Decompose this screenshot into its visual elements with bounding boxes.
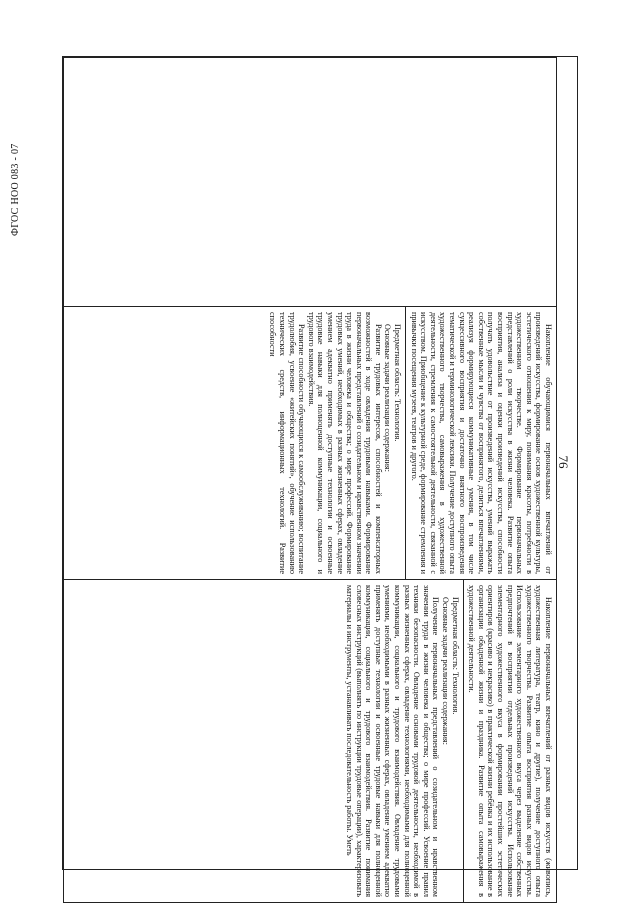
- page-number: 76: [556, 455, 571, 469]
- table-cell-variant-b: [64, 580, 557, 903]
- paragraph-tech-a-1: Развитие трудовых интересов, способностей и компенсаторных возможностей в ходе овладения трудовыми навыками. Формирование первоначальных представлений о созидательном и нравственном значении труда в жизни человека и общества; о мире профессий. Формирование трудовых умений, необходимых в разных жизненных сферах, овладение умением адекватно применять доступные технологии и освоенные трудовые навыки для полноценной коммуникации, социального и трудового взаимодействия.: [306, 312, 383, 574]
- paragraph-tech-b-1: Получение первоначальных представлений о созидательном и нравственном значении труда в жизни человека и общества; о мире профессий. Усвоение правил техники безопасности. Овладение основами трудовой деятельности, необходимой в разных жизненных сферах, овладение технологиями, необходимыми для полноценной коммуникации, социального и трудового взаимодействия. Овладение трудовыми умениями, необходимыми в разных жизненных сферах, овладение умением адекватно применять доступные технологии и освоенные трудовые навыки для полноценной коммуникации, социального и трудового взаимодействия. Развитие понимания словесных инструкций (выполнять по инструкции трудовые операции), характеризовать материалы и инструменты, устанавливать последовательность работы. Уметь: [345, 585, 441, 897]
- standards-table: [63, 57, 557, 903]
- cell-divider: [463, 580, 464, 902]
- subject-heading-a: Предметная область: Технология.: [393, 324, 403, 442]
- tasks-subheading-b: Основные задачи реализации содержания:: [441, 597, 451, 745]
- paragraph-tech-a-2: Развитие способности обучающихся к самообслуживанию; воспитание трудолюбия, усвоение «житейских понятий», обучение использованию технических средств, информационных технологий. Развитие способности: [268, 312, 307, 574]
- rotated-content: [63, 57, 577, 897]
- tasks-subheading-a: Основные задачи реализации содержания:: [383, 324, 393, 472]
- table-cell-empty: [64, 58, 557, 307]
- table-cell-variant-a: [64, 307, 557, 580]
- document-code: ФГОС НОО 083 - 07: [10, 143, 21, 237]
- subject-heading-b: Предметная область: Технология.: [450, 597, 460, 715]
- page-frame: [62, 56, 578, 897]
- paragraph-art-a: Накопление обучающимися первоначальных впечатлений от произведений искусства, формирование основ художественной культуры, эстетического отношения к миру, понимания красоты, потребности в художественном творчестве. Формирование первоначальных представлений о роли искусства в жизни человека. Развитие опыта восприятия, анализа и оценки произведений искусства, способности получать удовольствие от произведений искусства, умений выражать собственные мысли и чувства от воспринятого, делиться впечатлениями, реализуя формирующиеся коммуникативные умения, в том числе сукцессивного восприятия и достаточно внятного воспроизведения тематической и терминологической лексики. Получение доступного опыта художественного творчества, самовыражения в художественной деятельности, стремления к самостоятельной деятельности, связанной с искусством. Приобщение к культурной среде, формирование стремления и привычки посещения музеев, театров и другого.: [409, 312, 553, 574]
- paragraph-art-b: Накопление первоначальных впечатлений от разных видов искусств (живопись, художественная литература, театр, кино и другие), получение доступного опыта художественного творчества. Развитие опыта восприятия разных видов искусства. Использование элементарного художественного вкуса через выделение собственных предпочтений в восприятии отдельных произведений искусства. Использование элементарного художественного вкуса в формировании простейших эстетических ориентиров (красиво и некрасиво) в практической жизни ребёнка и их использование в организации обыденной жизни и праздника. Развитие опыта самовыражения в художественной деятельности.: [467, 585, 553, 897]
- cell-divider: [405, 307, 406, 579]
